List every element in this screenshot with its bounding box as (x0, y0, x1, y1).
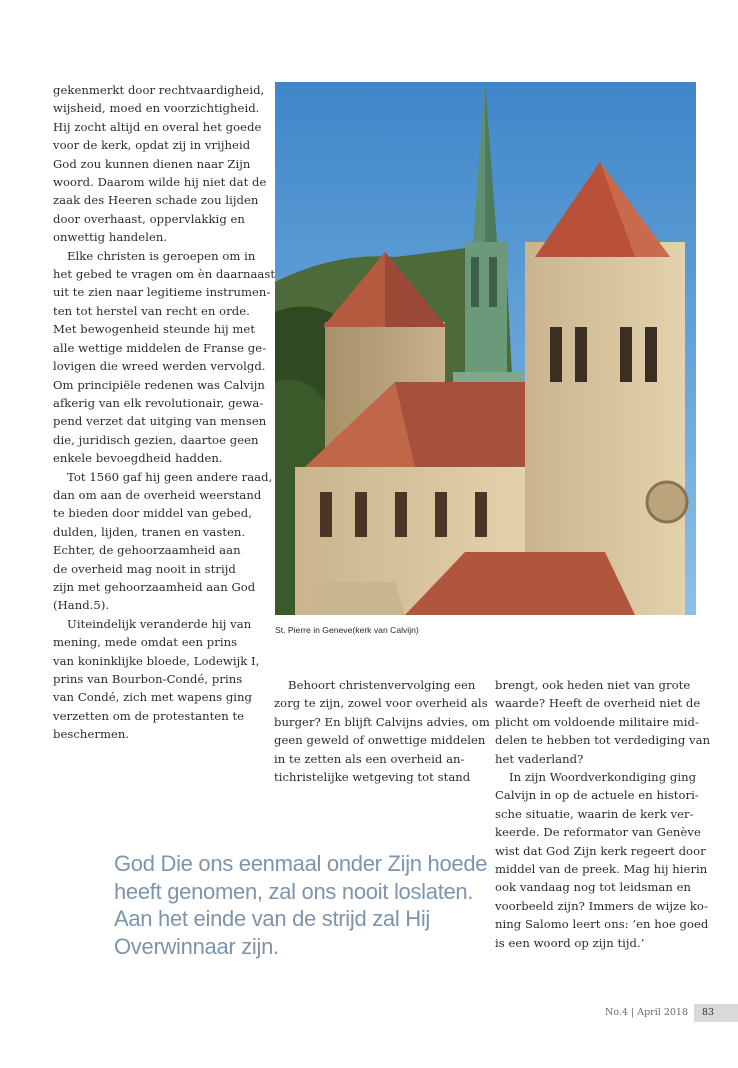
text-line: ten tot herstel van recht en orde. (53, 303, 250, 318)
text-line: Met bewogenheid steunde hij met (53, 322, 256, 337)
text-line: plicht om voldoende militaire mid- (495, 714, 699, 729)
pull-quote-line: Overwinnaar zijn. (114, 933, 279, 959)
issue-number: No.4 (605, 1007, 628, 1018)
text-line: zorg te zijn, zowel voor overheid als (274, 696, 488, 711)
article-column-right (495, 676, 711, 952)
text-line: wist dat God Zijn kerk regeert door (495, 843, 706, 858)
text-line: woord. Daarom wilde hij niet dat de (53, 175, 267, 190)
text-line: van koninklijke bloede, Lodewijk I, (53, 653, 260, 668)
text-line: In zijn Woordverkondiging ging (509, 770, 697, 785)
text-line: tichristelijke wetgeving tot stand (274, 770, 471, 785)
text-line: verzetten om de protestanten te (53, 708, 245, 723)
text-line: van Condé, zich met wapens ging (53, 690, 253, 705)
photo-caption: St. Pierre in Geneve(kerk van Calvijn) (275, 625, 419, 635)
text-line: ook vandaag nog tot leidsman en (495, 880, 692, 895)
text-line: lovigen die wreed werden vervolgd. (53, 359, 266, 374)
text-line: beschermen. (53, 727, 130, 742)
text-line: keerde. De reformator van Genève (495, 825, 701, 840)
text-line: sche situatie, waarin de kerk ver- (495, 806, 694, 821)
text-line: dulden, lijden, tranen en vasten. (53, 524, 246, 539)
text-line: afkerig van elk revolutionair, gewa- (53, 395, 264, 410)
text-line: voor de kerk, opdat zij in vrijheid (53, 138, 251, 153)
text-line: Elke christen is geroepen om in (67, 248, 256, 263)
text-line: ning Salomo leert ons: ‘en hoe goed (495, 917, 709, 932)
text-line: Hij zocht altijd en overal het goede (53, 119, 262, 134)
text-line: dan om aan de overheid weerstand (53, 487, 262, 502)
article-column-left (53, 81, 276, 744)
page-footer (596, 1004, 738, 1022)
cathedral-photo (275, 82, 696, 615)
text-line: zaak des Heeren schade zou lijden (53, 193, 259, 208)
issue-date: April 2018 (637, 1007, 688, 1018)
text-line: is een woord op zijn tijd.’ (495, 935, 645, 950)
article-column-middle (274, 676, 490, 786)
text-line: het gebed te vragen om èn daarnaast (53, 267, 276, 282)
text-line: mening, mede omdat een prins (53, 635, 238, 650)
text-line: in te zetten als een overheid an- (274, 751, 465, 766)
pull-quote-line: God Die ons eenmaal onder Zijn hoede (114, 851, 488, 876)
text-line: gekenmerkt door rechtvaardigheid, (53, 83, 265, 97)
issue-info (605, 1007, 688, 1018)
text-line: te bieden door middel van gebed, (53, 506, 252, 521)
text-line: Tot 1560 gaf hij geen andere raad, (67, 469, 273, 484)
pull-quote-line: heeft genomen, zal ons nooit loslaten. (114, 878, 474, 904)
text-line: brengt, ook heden niet van grote (495, 678, 691, 692)
text-line: burger? En blijft Calvijns advies, om (274, 714, 490, 729)
text-line: wijsheid, moed en voorzichtigheid. (53, 101, 260, 116)
text-line: enkele bevoegdheid hadden. (53, 451, 223, 466)
text-line: het vaderland? (495, 751, 584, 766)
text-line: zijn met gehoorzaamheid aan God (53, 579, 256, 594)
pull-quote-line: Aan het einde van de strijd zal Hij (114, 906, 431, 931)
text-line: waarde? Heeft de overheid niet de (495, 696, 701, 711)
pull-quote (114, 850, 488, 960)
text-line: Calvijn in op de actuele en histori- (495, 788, 699, 803)
text-line: middel van de preek. Mag hij hierin (495, 862, 708, 877)
page-number: 83 (702, 1007, 715, 1018)
text-line: Uiteindelijk veranderde hij van (67, 616, 252, 631)
text-line: (Hand.5). (53, 598, 110, 613)
text-line: Behoort christenvervolging een (288, 678, 476, 692)
text-line: uit te zien naar legitieme instrumen- (53, 285, 271, 300)
text-line: onwettig handelen. (53, 230, 168, 245)
text-line: geen geweld of onwettige middelen (274, 733, 486, 748)
text-line: Om principiële redenen was Calvijn (53, 377, 265, 392)
text-line: delen te hebben tot verdediging van (495, 733, 711, 748)
footer-separator: | (631, 1007, 635, 1018)
text-line: Echter, de gehoorzaamheid aan (53, 543, 241, 558)
text-line: die, juridisch gezien, daartoe geen (53, 432, 259, 447)
text-line: alle wettige middelen de Franse ge- (53, 340, 267, 355)
text-line: de overheid mag nooit in strijd (53, 561, 236, 576)
text-line: God zou kunnen dienen naar Zijn (53, 156, 251, 171)
text-line: pend verzet dat uitging van mensen (53, 414, 267, 429)
page-number-box (694, 1004, 738, 1022)
text-line: door overhaast, oppervlakkig en (53, 211, 245, 226)
text-line: prins van Bourbon-Condé, prins (53, 672, 243, 686)
text-line: voorbeeld zijn? Immers de wijze ko- (495, 898, 708, 913)
